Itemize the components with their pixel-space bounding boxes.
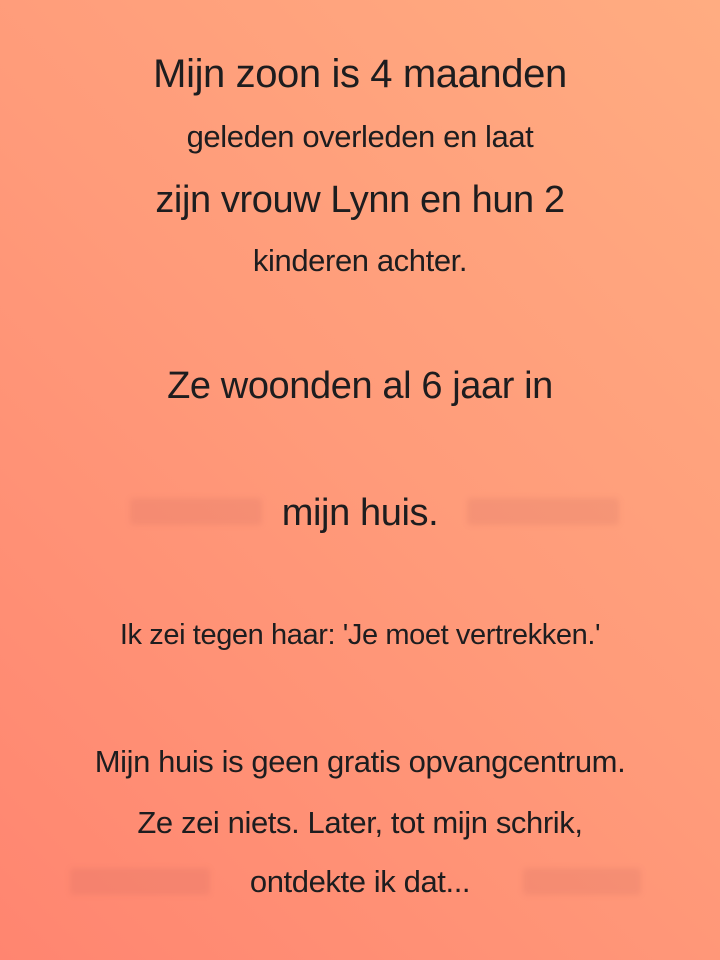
story-line: Ik zei tegen haar: 'Je moet vertrekken.' <box>119 619 601 651</box>
story-line: Mijn zoon is 4 maanden <box>153 52 567 96</box>
story-line: kinderen achter. <box>252 243 468 278</box>
story-line: zijn vrouw Lynn en hun 2 <box>155 179 565 221</box>
story-line: mijn huis. <box>281 492 439 534</box>
story-line: Ze zei niets. Later, tot mijn schrik, <box>137 805 583 840</box>
story-line: geleden overleden en laat <box>186 119 534 154</box>
story-line: Mijn huis is geen gratis opvangcentrum. <box>94 744 626 779</box>
story-line: Ze woonden al 6 jaar in <box>167 365 553 407</box>
story-line: ontdekte ik dat... <box>249 864 471 899</box>
